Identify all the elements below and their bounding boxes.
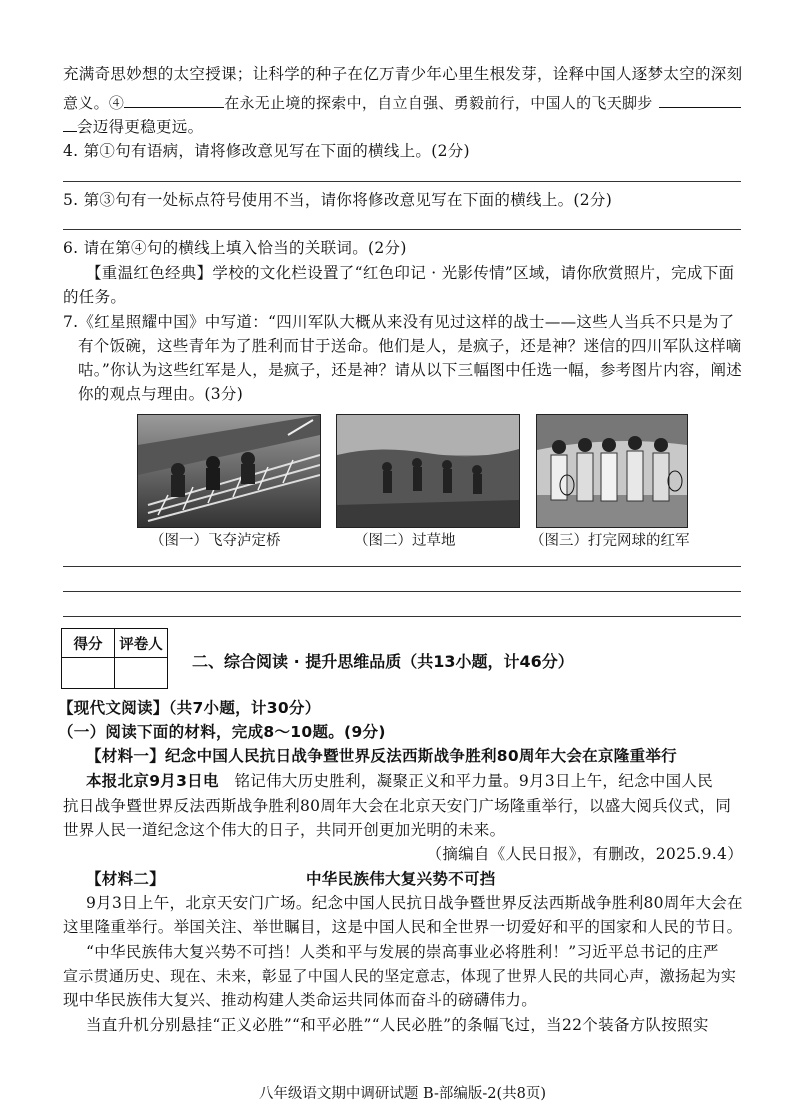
material-1-title: 【材料一】纪念中国人民抗日战争暨世界反法西斯战争胜利80周年大会在京隆重举行 — [86, 747, 677, 765]
question-7-line-1: 7.《红星照耀中国》中写道：“四川军队大概从来没有见过这样的战士——这些人当兵不只是为了 — [63, 313, 735, 331]
section-2-title: 二、综合阅读 · 提升思维品质（共13小题，计46分） — [192, 652, 574, 671]
material-2-p1-line-1: 9月3日上午，北京天安门广场。纪念中国人民抗日战争暨世界反法西斯战争胜利80周年大会在 — [86, 894, 743, 912]
caption-figure-3: （图三）打完网球的红军 — [530, 533, 690, 549]
passage-line-3-text: 会迈得更稳更远。 — [77, 118, 204, 136]
material-2-label: 【材料二】 — [86, 870, 166, 888]
photo-tennis-red-army — [536, 414, 688, 528]
material-2-p1-line-2: 这里隆重举行。举国关注、举世瞩目，这是中国人民和全世界一切爱好和平的国家和人民的节日。 — [63, 918, 743, 936]
photo-luding-bridge — [137, 414, 321, 528]
passage-blank-line-end — [659, 93, 741, 108]
page-footer: 八年级语文期中调研试题 B-部编版-2(共8页) — [258, 1086, 547, 1102]
grader-label: 评卷人 — [115, 629, 168, 658]
question-6: 6. 请在第④句的横线上填入恰当的关联词。(2分) — [63, 239, 407, 257]
red-classic-intro-1: 【重温红色经典】学校的文化栏设置了“红色印记 · 光影传情”区域，请你欣赏照片，完成下面 — [86, 264, 735, 282]
part-1-instructions: （一）阅读下面的材料，完成8～10题。(9分) — [58, 723, 386, 741]
answer-line-q7-3[interactable] — [63, 616, 741, 617]
caption-figure-2: （图二）过草地 — [354, 533, 456, 549]
question-7-line-2: 有个饭碗，这些青年为了胜利而甘于送命。他们是人，是疯子，还是神？迷信的四川军队这样嘀 — [78, 337, 742, 355]
answer-line-q7-2[interactable] — [63, 591, 741, 592]
material-1-line-2: 抗日战争暨世界反法西斯战争胜利80周年大会在北京天安门广场隆重举行，以盛大阅兵仪式，同 — [63, 797, 732, 815]
grader-cell[interactable] — [115, 658, 168, 689]
material-1-dateline: 本报北京9月3日电 — [86, 772, 219, 790]
material-1-line-1-text: 铭记伟大历史胜利，凝聚正义和平力量。9月3日上午，纪念中国人民 — [234, 772, 713, 790]
question-7-line-3: 咕。”你认为这些红军是人，是疯子，还是神？请从以下三幅图中任选一幅，参考图片内容，阐述 — [78, 361, 743, 379]
material-2-p2-line-1: “中华民族伟大复兴势不可挡！人类和平与发展的崇高事业必将胜利！”习近平总书记的庄严 — [86, 943, 719, 961]
photo-grassland — [336, 414, 520, 528]
answer-line-q7-1[interactable] — [63, 566, 741, 567]
question-4: 4. 第①句有语病，请将修改意见写在下面的横线上。(2分) — [63, 142, 470, 160]
score-label: 得分 — [62, 629, 115, 658]
material-2-p2-line-2: 宣示贯通历史、现在、未来，彰显了中国人民的坚定意志，体现了世界人民的共同心声，激扬起为实 — [63, 967, 737, 985]
answer-blank-q6[interactable] — [124, 93, 224, 108]
passage-line-1: 充满奇思妙想的太空授课；让科学的种子在亿万青少年心里生根发芽，诠释中国人逐梦太空的深刻 — [63, 65, 743, 83]
passage-line-2-pre: 意义。④ — [63, 94, 125, 112]
caption-figure-1: （图一）飞夺泸定桥 — [150, 533, 281, 549]
passage-line-3 — [63, 116, 203, 138]
material-2-p3-line-1: 当直升机分别悬挂“正义必胜”“和平必胜”“人民必胜”的条幅飞过，当22个装备方队按照实 — [86, 1016, 709, 1034]
answer-line-q4[interactable] — [63, 181, 741, 182]
material-1-line-1 — [86, 770, 713, 792]
question-5: 5. 第③句有一处标点符号使用不当，请你将修改意见写在下面的横线上。(2分) — [63, 191, 613, 209]
score-cell[interactable] — [62, 658, 115, 689]
passage-blank-line-start — [63, 117, 77, 132]
question-7-line-4: 你的观点与理由。(3分) — [78, 385, 244, 403]
material-1-line-3: 世界人民一道纪念这个伟大的日子，共同开创更加光明的未来。 — [63, 821, 506, 839]
red-classic-intro-2: 的任务。 — [63, 288, 127, 306]
material-2-p2-line-3: 现中华民族伟大复兴、推动构建人类命运共同体而奋斗的磅礴伟力。 — [63, 991, 538, 1009]
material-2-title: 中华民族伟大复兴势不可挡 — [306, 870, 496, 888]
material-1-source: （摘编自《人民日报》，有删改，2025.9.4） — [426, 845, 743, 863]
answer-line-q5[interactable] — [63, 229, 741, 230]
passage-line-2-mid: 在永无止境的探索中，自立自强、勇毅前行，中国人的飞天脚步 — [224, 94, 653, 112]
modern-reading-header: 【现代文阅读】（共7小题，计30分） — [58, 699, 321, 717]
score-box — [61, 628, 168, 689]
passage-line-2 — [63, 92, 741, 114]
